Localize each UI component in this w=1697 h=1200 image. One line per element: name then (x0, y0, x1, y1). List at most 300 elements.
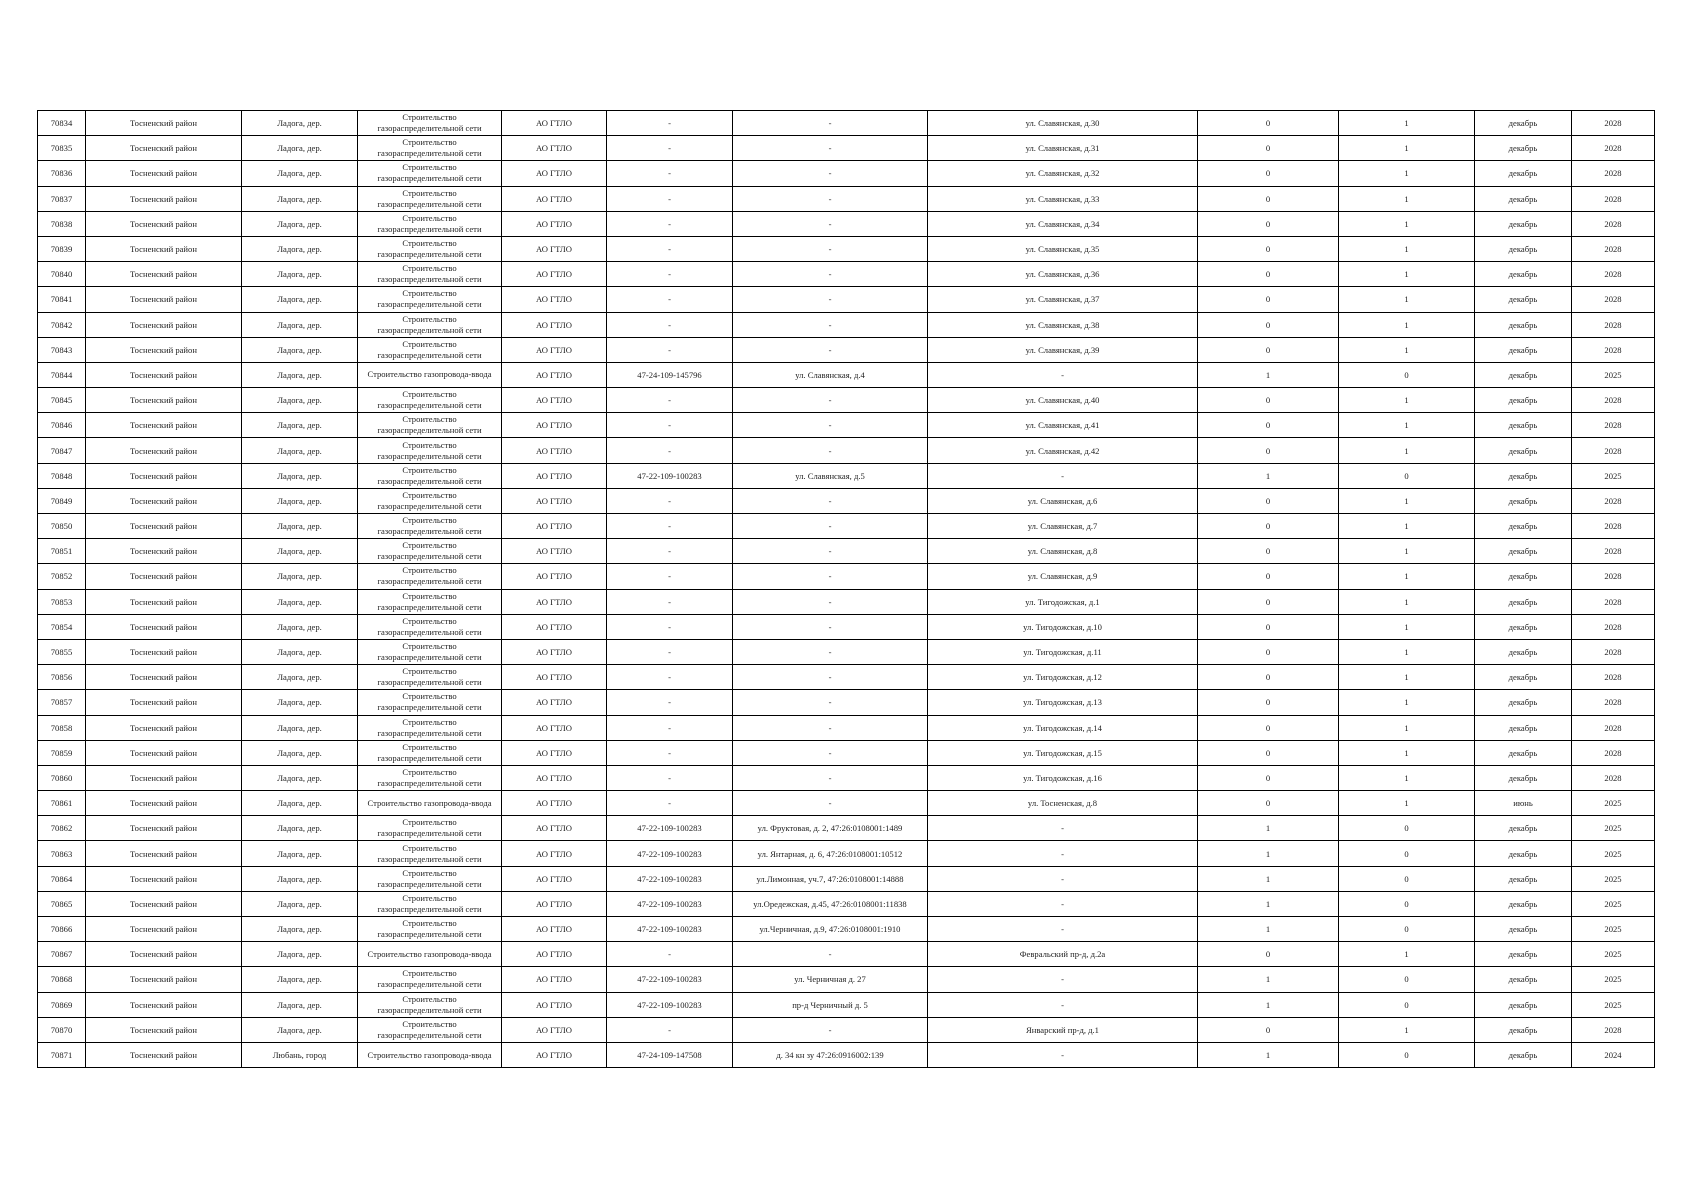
cell-count-b: 1 (1339, 262, 1475, 287)
cell-district: Тосненский район (86, 992, 242, 1017)
table-row (38, 665, 1655, 690)
cell-settlement: Ладога, дер. (242, 211, 358, 236)
cell-month: декабрь (1475, 614, 1572, 639)
cell-work-type: Строительство газораспределительной сети (358, 438, 502, 463)
cell-row-number: 70868 (38, 967, 86, 992)
cell-row-number: 70862 (38, 816, 86, 841)
cell-count-a: 0 (1198, 388, 1339, 413)
cell-count-b: 1 (1339, 287, 1475, 312)
cell-address-with-contract: - (733, 942, 928, 967)
cell-address-with-contract: - (733, 262, 928, 287)
cell-work-type: Строительство газораспределительной сети (358, 891, 502, 916)
cell-count-b: 0 (1339, 841, 1475, 866)
cell-settlement: Ладога, дер. (242, 312, 358, 337)
cell-row-number: 70839 (38, 236, 86, 261)
cell-count-a: 0 (1198, 136, 1339, 161)
cell-work-type: Строительство газораспределительной сети (358, 488, 502, 513)
cell-row-number: 70837 (38, 186, 86, 211)
cell-address-without-contract: ул. Славянская, д.41 (928, 413, 1198, 438)
cell-row-number: 70855 (38, 639, 86, 664)
cell-organization: АО ГТЛО (502, 564, 607, 589)
cell-year: 2028 (1572, 488, 1655, 513)
cell-row-number: 70847 (38, 438, 86, 463)
cell-district: Тосненский район (86, 816, 242, 841)
table-row (38, 186, 1655, 211)
cell-count-a: 0 (1198, 413, 1339, 438)
cell-settlement: Ладога, дер. (242, 111, 358, 136)
cell-work-type: Строительство газопровода-ввода (358, 942, 502, 967)
cell-year: 2028 (1572, 388, 1655, 413)
cell-year: 2028 (1572, 236, 1655, 261)
cell-count-a: 0 (1198, 514, 1339, 539)
cell-year: 2028 (1572, 413, 1655, 438)
cell-count-a: 1 (1198, 841, 1339, 866)
cell-year: 2028 (1572, 211, 1655, 236)
cell-address-with-contract: - (733, 589, 928, 614)
cell-month: декабрь (1475, 463, 1572, 488)
cell-count-b: 1 (1339, 488, 1475, 513)
cell-work-type: Строительство газопровода-ввода (358, 362, 502, 387)
table-body (38, 111, 1655, 1068)
cell-month: декабрь (1475, 942, 1572, 967)
cell-address-without-contract: ул. Славянская, д.8 (928, 539, 1198, 564)
cell-settlement: Ладога, дер. (242, 514, 358, 539)
cell-row-number: 70861 (38, 791, 86, 816)
cell-work-type: Строительство газораспределительной сети (358, 211, 502, 236)
cell-organization: АО ГТЛО (502, 463, 607, 488)
table-row (38, 967, 1655, 992)
cell-count-b: 1 (1339, 1017, 1475, 1042)
cell-application-number: - (607, 514, 733, 539)
cell-address-without-contract: ул. Тигодожская, д.14 (928, 715, 1198, 740)
cell-row-number: 70853 (38, 589, 86, 614)
table-row (38, 1017, 1655, 1042)
cell-application-number: - (607, 236, 733, 261)
table-row (38, 891, 1655, 916)
cell-work-type: Строительство газопровода-ввода (358, 791, 502, 816)
cell-work-type: Строительство газораспределительной сети (358, 186, 502, 211)
cell-organization: АО ГТЛО (502, 639, 607, 664)
table-row (38, 388, 1655, 413)
cell-application-number: - (607, 287, 733, 312)
cell-address-with-contract: - (733, 438, 928, 463)
cell-district: Тосненский район (86, 362, 242, 387)
table-row (38, 362, 1655, 387)
cell-address-with-contract: ул.Лимонная, уч.7, 47:26:0108001:14888 (733, 866, 928, 891)
cell-count-b: 1 (1339, 413, 1475, 438)
cell-month: декабрь (1475, 690, 1572, 715)
cell-district: Тосненский район (86, 388, 242, 413)
cell-count-b: 0 (1339, 816, 1475, 841)
cell-address-without-contract: - (928, 816, 1198, 841)
cell-year: 2028 (1572, 438, 1655, 463)
cell-district: Тосненский район (86, 111, 242, 136)
cell-address-with-contract: - (733, 312, 928, 337)
cell-count-b: 1 (1339, 337, 1475, 362)
cell-work-type: Строительство газораспределительной сети (358, 665, 502, 690)
cell-address-with-contract: - (733, 740, 928, 765)
cell-application-number: - (607, 413, 733, 438)
cell-address-without-contract: - (928, 841, 1198, 866)
cell-month: декабрь (1475, 514, 1572, 539)
cell-address-without-contract: ул. Славянская, д.39 (928, 337, 1198, 362)
cell-work-type: Строительство газораспределительной сети (358, 866, 502, 891)
cell-application-number: - (607, 740, 733, 765)
cell-address-without-contract: ул. Славянская, д.32 (928, 161, 1198, 186)
cell-year: 2028 (1572, 564, 1655, 589)
cell-address-without-contract: ул. Тигодожская, д.15 (928, 740, 1198, 765)
cell-month: декабрь (1475, 866, 1572, 891)
cell-row-number: 70838 (38, 211, 86, 236)
table-row (38, 514, 1655, 539)
cell-row-number: 70849 (38, 488, 86, 513)
table-row (38, 161, 1655, 186)
cell-work-type: Строительство газораспределительной сети (358, 161, 502, 186)
cell-organization: АО ГТЛО (502, 841, 607, 866)
cell-work-type: Строительство газораспределительной сети (358, 765, 502, 790)
cell-month: декабрь (1475, 312, 1572, 337)
table-row (38, 740, 1655, 765)
table-row (38, 488, 1655, 513)
cell-address-with-contract: - (733, 639, 928, 664)
cell-organization: АО ГТЛО (502, 337, 607, 362)
cell-row-number: 70869 (38, 992, 86, 1017)
cell-address-without-contract: ул. Славянская, д.37 (928, 287, 1198, 312)
cell-settlement: Ладога, дер. (242, 917, 358, 942)
table-row (38, 917, 1655, 942)
cell-settlement: Ладога, дер. (242, 413, 358, 438)
cell-count-b: 1 (1339, 665, 1475, 690)
cell-row-number: 70834 (38, 111, 86, 136)
table-row (38, 589, 1655, 614)
cell-count-a: 0 (1198, 438, 1339, 463)
cell-year: 2028 (1572, 136, 1655, 161)
cell-count-b: 1 (1339, 211, 1475, 236)
cell-year: 2028 (1572, 539, 1655, 564)
cell-row-number: 70842 (38, 312, 86, 337)
table-row (38, 337, 1655, 362)
cell-settlement: Ладога, дер. (242, 438, 358, 463)
cell-district: Тосненский район (86, 413, 242, 438)
cell-month: декабрь (1475, 136, 1572, 161)
cell-year: 2025 (1572, 891, 1655, 916)
cell-work-type: Строительство газораспределительной сети (358, 967, 502, 992)
cell-settlement: Ладога, дер. (242, 362, 358, 387)
cell-organization: АО ГТЛО (502, 111, 607, 136)
table-row (38, 791, 1655, 816)
cell-work-type: Строительство газораспределительной сети (358, 639, 502, 664)
cell-settlement: Ладога, дер. (242, 1017, 358, 1042)
cell-address-without-contract: ул. Тигодожская, д.1 (928, 589, 1198, 614)
cell-count-b: 1 (1339, 111, 1475, 136)
cell-count-a: 0 (1198, 765, 1339, 790)
cell-count-a: 0 (1198, 186, 1339, 211)
cell-organization: АО ГТЛО (502, 740, 607, 765)
cell-district: Тосненский район (86, 614, 242, 639)
cell-district: Тосненский район (86, 967, 242, 992)
cell-organization: АО ГТЛО (502, 287, 607, 312)
cell-row-number: 70863 (38, 841, 86, 866)
cell-count-a: 0 (1198, 1017, 1339, 1042)
cell-application-number: 47-22-109-100283 (607, 816, 733, 841)
cell-month: декабрь (1475, 740, 1572, 765)
cell-address-with-contract: - (733, 136, 928, 161)
cell-work-type: Строительство газораспределительной сети (358, 740, 502, 765)
cell-row-number: 70864 (38, 866, 86, 891)
cell-month: декабрь (1475, 539, 1572, 564)
cell-year: 2028 (1572, 665, 1655, 690)
cell-district: Тосненский район (86, 589, 242, 614)
cell-settlement: Ладога, дер. (242, 287, 358, 312)
cell-application-number: - (607, 639, 733, 664)
cell-month: декабрь (1475, 211, 1572, 236)
cell-count-b: 1 (1339, 715, 1475, 740)
cell-district: Тосненский район (86, 564, 242, 589)
cell-month: декабрь (1475, 992, 1572, 1017)
cell-settlement: Ладога, дер. (242, 791, 358, 816)
cell-organization: АО ГТЛО (502, 589, 607, 614)
cell-settlement: Ладога, дер. (242, 639, 358, 664)
cell-organization: АО ГТЛО (502, 816, 607, 841)
cell-count-b: 1 (1339, 765, 1475, 790)
cell-application-number: - (607, 942, 733, 967)
cell-year: 2028 (1572, 765, 1655, 790)
cell-work-type: Строительство газораспределительной сети (358, 564, 502, 589)
cell-count-b: 1 (1339, 589, 1475, 614)
cell-count-b: 0 (1339, 967, 1475, 992)
cell-settlement: Ладога, дер. (242, 388, 358, 413)
cell-year: 2025 (1572, 841, 1655, 866)
cell-settlement: Ладога, дер. (242, 136, 358, 161)
cell-month: декабрь (1475, 891, 1572, 916)
data-table (37, 110, 1655, 1068)
cell-work-type: Строительство газораспределительной сети (358, 992, 502, 1017)
cell-count-a: 0 (1198, 337, 1339, 362)
cell-address-without-contract: ул. Тигодожская, д.10 (928, 614, 1198, 639)
cell-year: 2025 (1572, 942, 1655, 967)
table-row (38, 715, 1655, 740)
cell-settlement: Ладога, дер. (242, 186, 358, 211)
cell-count-b: 1 (1339, 186, 1475, 211)
cell-count-b: 1 (1339, 514, 1475, 539)
cell-work-type: Строительство газораспределительной сети (358, 589, 502, 614)
table-row (38, 816, 1655, 841)
cell-application-number: 47-24-109-147508 (607, 1042, 733, 1067)
cell-settlement: Ладога, дер. (242, 891, 358, 916)
cell-address-without-contract: - (928, 362, 1198, 387)
cell-district: Тосненский район (86, 136, 242, 161)
cell-row-number: 70852 (38, 564, 86, 589)
cell-address-without-contract: Январский пр-д, д.1 (928, 1017, 1198, 1042)
cell-row-number: 70848 (38, 463, 86, 488)
cell-count-b: 0 (1339, 891, 1475, 916)
cell-district: Тосненский район (86, 891, 242, 916)
table-row (38, 992, 1655, 1017)
cell-address-without-contract: - (928, 463, 1198, 488)
cell-district: Тосненский район (86, 514, 242, 539)
cell-settlement: Ладога, дер. (242, 161, 358, 186)
cell-year: 2028 (1572, 337, 1655, 362)
cell-district: Тосненский район (86, 161, 242, 186)
cell-address-without-contract: ул. Славянская, д.33 (928, 186, 1198, 211)
cell-row-number: 70870 (38, 1017, 86, 1042)
cell-work-type: Строительство газораспределительной сети (358, 388, 502, 413)
table-row (38, 639, 1655, 664)
cell-address-without-contract: - (928, 917, 1198, 942)
cell-organization: АО ГТЛО (502, 539, 607, 564)
cell-year: 2025 (1572, 992, 1655, 1017)
cell-address-without-contract: ул. Славянская, д.36 (928, 262, 1198, 287)
cell-organization: АО ГТЛО (502, 866, 607, 891)
cell-application-number: - (607, 765, 733, 790)
cell-district: Тосненский район (86, 186, 242, 211)
cell-address-without-contract: ул. Славянская, д.9 (928, 564, 1198, 589)
cell-district: Тосненский район (86, 791, 242, 816)
cell-address-with-contract: - (733, 287, 928, 312)
cell-row-number: 70850 (38, 514, 86, 539)
cell-settlement: Ладога, дер. (242, 564, 358, 589)
cell-year: 2025 (1572, 967, 1655, 992)
cell-count-a: 0 (1198, 312, 1339, 337)
cell-district: Тосненский район (86, 841, 242, 866)
cell-count-a: 0 (1198, 639, 1339, 664)
cell-organization: АО ГТЛО (502, 765, 607, 790)
cell-address-without-contract: ул. Славянская, д.30 (928, 111, 1198, 136)
cell-application-number: - (607, 312, 733, 337)
cell-month: декабрь (1475, 488, 1572, 513)
cell-address-without-contract: ул. Тосненская, д.8 (928, 791, 1198, 816)
table-row (38, 942, 1655, 967)
cell-organization: АО ГТЛО (502, 488, 607, 513)
cell-count-a: 1 (1198, 463, 1339, 488)
cell-work-type: Строительство газораспределительной сети (358, 816, 502, 841)
table-row (38, 614, 1655, 639)
cell-row-number: 70840 (38, 262, 86, 287)
cell-organization: АО ГТЛО (502, 136, 607, 161)
cell-count-b: 0 (1339, 1042, 1475, 1067)
cell-settlement: Ладога, дер. (242, 539, 358, 564)
cell-application-number: 47-22-109-100283 (607, 992, 733, 1017)
cell-year: 2024 (1572, 1042, 1655, 1067)
cell-organization: АО ГТЛО (502, 236, 607, 261)
cell-work-type: Строительство газораспределительной сети (358, 1017, 502, 1042)
cell-organization: АО ГТЛО (502, 690, 607, 715)
cell-year: 2025 (1572, 866, 1655, 891)
cell-address-without-contract: ул. Славянская, д.6 (928, 488, 1198, 513)
cell-work-type: Строительство газораспределительной сети (358, 514, 502, 539)
cell-address-without-contract: ул. Тигодожская, д.11 (928, 639, 1198, 664)
cell-month: декабрь (1475, 816, 1572, 841)
cell-address-without-contract: - (928, 1042, 1198, 1067)
cell-work-type: Строительство газопровода-ввода (358, 1042, 502, 1067)
cell-organization: АО ГТЛО (502, 1017, 607, 1042)
cell-organization: АО ГТЛО (502, 665, 607, 690)
cell-organization: АО ГТЛО (502, 161, 607, 186)
cell-row-number: 70860 (38, 765, 86, 790)
cell-address-with-contract: - (733, 337, 928, 362)
cell-application-number: - (607, 1017, 733, 1042)
cell-settlement: Ладога, дер. (242, 967, 358, 992)
table-row (38, 287, 1655, 312)
cell-count-b: 0 (1339, 866, 1475, 891)
cell-application-number: - (607, 111, 733, 136)
cell-organization: АО ГТЛО (502, 362, 607, 387)
cell-year: 2028 (1572, 287, 1655, 312)
cell-address-with-contract: ул. Янтарная, д. 6, 47:26:0108001:10512 (733, 841, 928, 866)
cell-year: 2028 (1572, 262, 1655, 287)
cell-district: Тосненский район (86, 438, 242, 463)
cell-month: декабрь (1475, 413, 1572, 438)
cell-organization: АО ГТЛО (502, 917, 607, 942)
cell-application-number: - (607, 589, 733, 614)
cell-district: Тосненский район (86, 539, 242, 564)
cell-count-a: 1 (1198, 816, 1339, 841)
cell-work-type: Строительство газораспределительной сети (358, 312, 502, 337)
cell-row-number: 70867 (38, 942, 86, 967)
cell-month: декабрь (1475, 841, 1572, 866)
cell-district: Тосненский район (86, 1017, 242, 1042)
cell-application-number: 47-22-109-100283 (607, 967, 733, 992)
cell-address-with-contract: - (733, 665, 928, 690)
cell-address-without-contract: ул. Славянская, д.7 (928, 514, 1198, 539)
cell-settlement: Ладога, дер. (242, 614, 358, 639)
cell-year: 2028 (1572, 740, 1655, 765)
cell-count-b: 1 (1339, 564, 1475, 589)
cell-count-a: 0 (1198, 715, 1339, 740)
cell-address-with-contract: - (733, 488, 928, 513)
cell-organization: АО ГТЛО (502, 715, 607, 740)
cell-address-with-contract: - (733, 186, 928, 211)
cell-address-without-contract: - (928, 992, 1198, 1017)
cell-row-number: 70843 (38, 337, 86, 362)
cell-application-number: - (607, 388, 733, 413)
cell-organization: АО ГТЛО (502, 413, 607, 438)
cell-work-type: Строительство газораспределительной сети (358, 917, 502, 942)
cell-month: декабрь (1475, 765, 1572, 790)
cell-work-type: Строительство газораспределительной сети (358, 111, 502, 136)
cell-address-with-contract: пр-д Черничный д. 5 (733, 992, 928, 1017)
cell-address-with-contract: - (733, 236, 928, 261)
cell-organization: АО ГТЛО (502, 614, 607, 639)
cell-count-b: 1 (1339, 438, 1475, 463)
table-row (38, 564, 1655, 589)
cell-count-b: 1 (1339, 791, 1475, 816)
table-row (38, 111, 1655, 136)
cell-year: 2028 (1572, 690, 1655, 715)
cell-address-without-contract: ул. Тигодожская, д.12 (928, 665, 1198, 690)
cell-month: декабрь (1475, 589, 1572, 614)
cell-count-b: 1 (1339, 236, 1475, 261)
cell-settlement: Ладога, дер. (242, 740, 358, 765)
cell-district: Тосненский район (86, 639, 242, 664)
cell-address-with-contract: - (733, 514, 928, 539)
cell-address-with-contract: - (733, 614, 928, 639)
cell-count-b: 1 (1339, 539, 1475, 564)
cell-settlement: Ладога, дер. (242, 942, 358, 967)
cell-row-number: 70835 (38, 136, 86, 161)
cell-application-number: - (607, 438, 733, 463)
cell-settlement: Любань, город (242, 1042, 358, 1067)
cell-year: 2028 (1572, 589, 1655, 614)
cell-count-b: 1 (1339, 942, 1475, 967)
cell-month: декабрь (1475, 388, 1572, 413)
cell-row-number: 70858 (38, 715, 86, 740)
cell-row-number: 70866 (38, 917, 86, 942)
table-row (38, 438, 1655, 463)
cell-address-without-contract: ул. Тигодожская, д.13 (928, 690, 1198, 715)
cell-work-type: Строительство газораспределительной сети (358, 136, 502, 161)
cell-month: декабрь (1475, 287, 1572, 312)
